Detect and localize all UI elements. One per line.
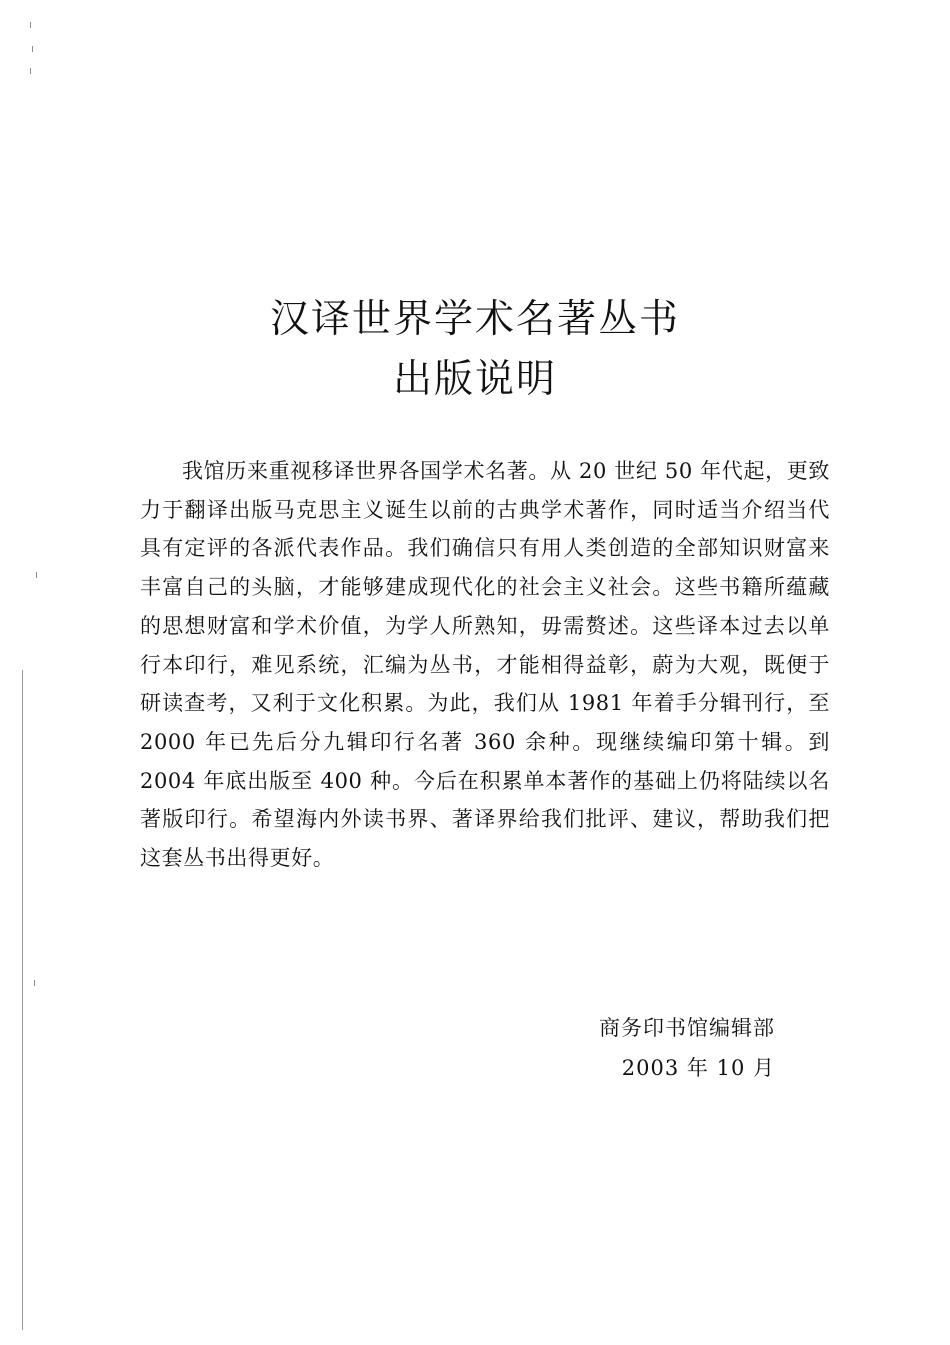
title-block	[0, 290, 950, 410]
publication-date: 2003 年 10 月	[621, 1056, 775, 1080]
series-title: 汉译世界学术名著丛书	[269, 297, 680, 342]
signature-block	[599, 1008, 775, 1088]
scan-speck	[32, 46, 33, 52]
scan-speck	[34, 980, 35, 986]
body-paragraph: 我馆历来重视移译世界各国学术名著。从 20 世纪 50 年代起，更致力于翻译出版马克思主义诞生以前的古典学术著作，同时适当介绍当代具有定评的各派代表作品。我们确信只有用人类创造的全部知识财富来丰富自己的头脑，才能够建成现代化的社会主义社会。这些书籍所蕴藏的思想财富和学术价值，为学人所熟知，毋需赘述。这些译本过去以单行本印行，难见系统，汇编为丛书，才能相得益彰，蔚为大观，既便于研读查考，又利于文化积累。为此，我们从 1981 年着手分辑刊行，至 2000 年已先后分九辑印行名著 360 余种。现继续编印第十辑。到 2004 年底出版至 400 种。今后在积累单本著作的基础上仍将陆续以名著版印行。希望海内外读书界、著译界给我们批评、建议，帮助我们把这套丛书出得更好。	[140, 459, 830, 871]
scan-speck	[30, 68, 31, 74]
publisher-name: 商务印书馆编辑部	[599, 1016, 775, 1040]
scan-margin-line	[22, 670, 23, 1330]
scan-speck	[36, 572, 37, 578]
publication-note-title: 出版说明	[392, 357, 557, 402]
scan-speck	[30, 22, 31, 28]
